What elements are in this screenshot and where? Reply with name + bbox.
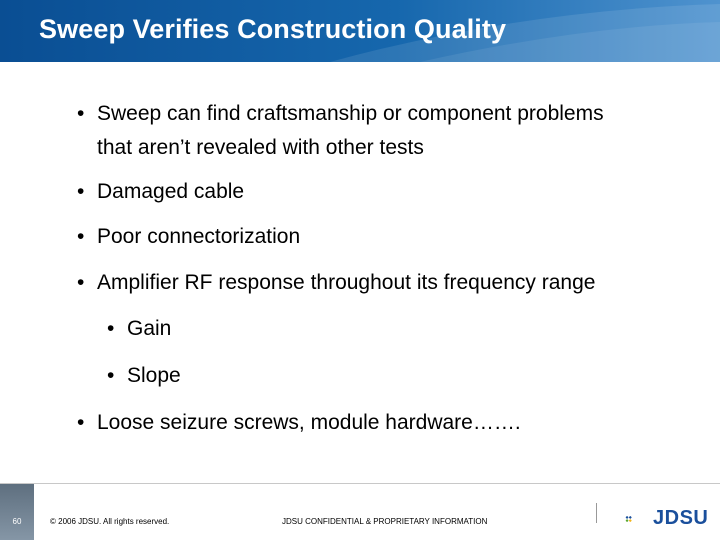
bullet-marker: •	[77, 225, 85, 248]
bullet-marker: •	[77, 271, 85, 294]
bullet-text: that aren’t revealed with other tests	[97, 136, 424, 159]
bullet-text: Loose seizure screws, module hardware…….	[97, 411, 521, 434]
bullet-marker: •	[107, 317, 115, 340]
bullet-text: Slope	[127, 364, 181, 387]
bullet-text: Sweep can find craftsmanship or component problems	[97, 102, 604, 125]
bullet-text: Amplifier RF response throughout its frequency range	[97, 271, 596, 294]
bullet-text: Gain	[127, 317, 172, 340]
jdsu-logo-text: JDSU	[653, 507, 709, 529]
footer-divider	[0, 483, 720, 484]
bullet-marker: •	[107, 364, 115, 387]
bullet-text: Damaged cable	[97, 180, 245, 203]
bullet-marker: •	[77, 411, 85, 434]
copyright-text: © 2006 JDSU. All rights reserved.	[50, 517, 170, 526]
bullet-marker: •	[77, 102, 85, 125]
bullet-marker: •	[77, 180, 85, 203]
jdsu-logo-icon	[625, 506, 651, 532]
slide-title: Sweep Verifies Construction Quality	[39, 14, 507, 44]
confidential-notice: JDSU CONFIDENTIAL & PROPRIETARY INFORMATION	[282, 517, 488, 526]
page-number: 60	[12, 517, 22, 526]
footer-vertical-divider	[596, 503, 597, 523]
bullet-text: Poor connectorization	[97, 225, 301, 248]
